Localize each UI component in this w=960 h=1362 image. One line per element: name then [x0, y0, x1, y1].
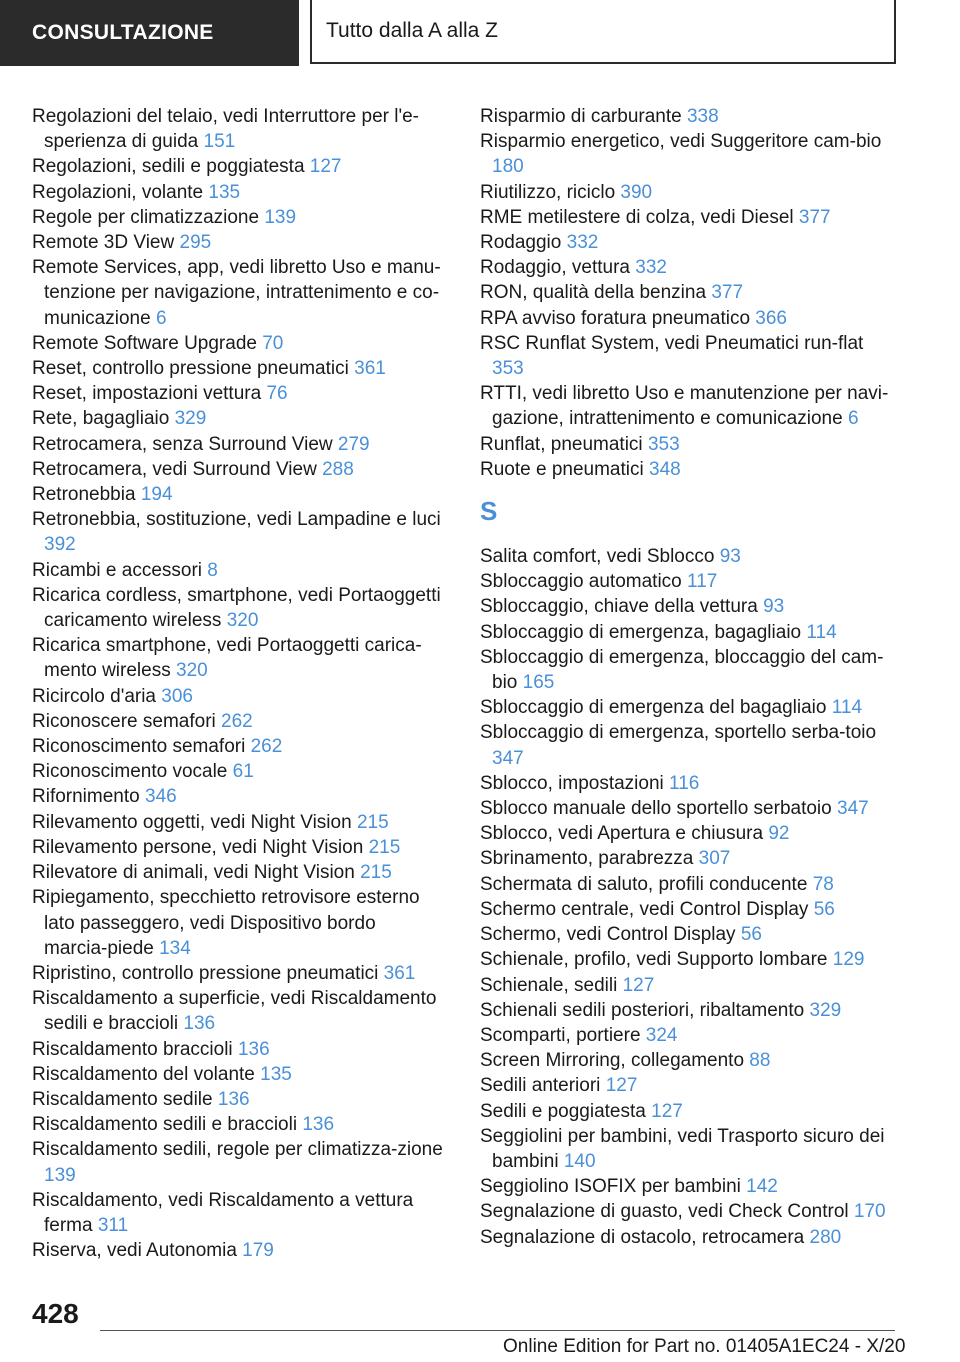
entry-term: Sblocco, vedi Apertura e chiusura [480, 823, 764, 845]
page-reference-link[interactable]: 165 [522, 672, 555, 694]
entry-term: Rilevatore di animali, vedi Night Vision [32, 862, 355, 884]
entry-term: Riserva, vedi Autonomia [32, 1240, 237, 1262]
index-entry [32, 331, 444, 356]
page-reference-link[interactable]: 88 [749, 1050, 771, 1072]
index-entry [32, 1087, 444, 1112]
index-group-r [480, 104, 900, 482]
index-entry [480, 381, 900, 431]
entry-term: RON, qualità della benzina [480, 282, 707, 304]
index-entry [32, 1137, 444, 1187]
index-entry [480, 205, 900, 230]
page-reference-link[interactable]: 56 [740, 924, 762, 946]
index-entry [480, 1199, 900, 1224]
entry-term: Remote Software Upgrade [32, 332, 257, 354]
entry-term: Segnalazione di guasto, vedi Check Control [480, 1201, 849, 1223]
page-reference-link[interactable]: 61 [232, 761, 254, 783]
page-reference-link[interactable]: 262 [221, 710, 253, 732]
index-column-right [480, 104, 900, 1250]
index-entry [480, 129, 900, 179]
index-entry [32, 810, 444, 835]
page-reference-link[interactable]: 127 [309, 156, 342, 178]
index-column-left [32, 104, 444, 1263]
page-reference-link[interactable]: 346 [145, 786, 177, 808]
index-entry [480, 255, 900, 280]
page-reference-link[interactable]: 6 [155, 307, 167, 329]
entry-term: Seggiolino ISOFIX per bambini [480, 1176, 741, 1198]
index-entry [480, 645, 900, 695]
page-reference-link[interactable]: 329 [809, 999, 842, 1021]
page-reference-link[interactable]: 320 [226, 610, 259, 632]
index-entry [480, 457, 900, 482]
entry-term: Reset, controllo pressione pneumatici [32, 358, 349, 380]
entry-term: Schermo centrale, vedi Control Display [480, 898, 809, 920]
index-entry [480, 180, 900, 205]
index-entry [480, 331, 900, 381]
page-reference-link[interactable]: 353 [492, 358, 524, 380]
page-reference-link[interactable]: 70 [262, 332, 284, 354]
entry-term: Retrocamera, vedi Surround View [32, 458, 317, 480]
page-reference-link[interactable]: 92 [768, 823, 790, 845]
index-entry [32, 356, 444, 381]
page-reference-link[interactable]: 353 [647, 433, 680, 455]
page-reference-link[interactable]: 127 [605, 1075, 638, 1097]
index-group-s [480, 544, 900, 1250]
index-entry [32, 1112, 444, 1137]
index-entry [480, 1048, 900, 1073]
entry-term: Ricarica cordless, smartphone, vedi Portaoggetti caricamento wireless [32, 584, 441, 632]
index-entry [480, 432, 900, 457]
entry-term: Sblocco manuale dello sportello serbatoio [480, 798, 832, 820]
page-reference-link[interactable]: 135 [260, 1063, 292, 1085]
entry-term: Salita comfort, vedi Sblocco [480, 546, 715, 568]
entry-term: Screen Mirroring, collegamento [480, 1050, 745, 1072]
page-reference-link[interactable]: 215 [356, 811, 389, 833]
page-reference-link[interactable]: 140 [563, 1150, 596, 1172]
index-entry [32, 104, 444, 154]
entry-term: Rodaggio [480, 232, 562, 254]
page-reference-link[interactable]: 56 [813, 898, 835, 920]
page-reference-link[interactable]: 280 [809, 1226, 842, 1248]
index-entry [32, 835, 444, 860]
page-reference-link[interactable]: 377 [798, 206, 831, 228]
page-reference-link[interactable]: 114 [806, 621, 837, 643]
entry-term: RPA avviso foratura pneumatico [480, 307, 751, 329]
entry-term: Sbloccaggio, chiave della vettura [480, 596, 758, 618]
index-entry [32, 432, 444, 457]
page-reference-link[interactable]: 361 [354, 358, 386, 380]
edition-note: Online Edition for Part no. 01405A1EC24 - X/20 [503, 1336, 906, 1357]
page-reference-link[interactable]: 311 [97, 1214, 129, 1236]
page-reference-link[interactable]: 135 [208, 181, 241, 203]
entry-term: Rilevamento oggetti, vedi Night Vision [32, 811, 352, 833]
entry-term: Regolazioni del telaio, vedi Interruttore per l'e-sperienza di guida [32, 106, 420, 153]
page-reference-link[interactable]: 366 [755, 307, 787, 329]
entry-term: Retrocamera, senza Surround View [32, 433, 333, 455]
page-header [0, 0, 960, 66]
page-reference-link[interactable]: 347 [837, 798, 869, 820]
index-entry [480, 280, 900, 305]
page-reference-link[interactable]: 347 [492, 747, 524, 769]
page-reference-link[interactable]: 306 [161, 685, 193, 707]
entry-term: Riscaldamento, vedi Riscaldamento a vettura ferma [32, 1189, 414, 1236]
entry-term: Retronebbia, sostituzione, vedi Lampadine e luci [32, 509, 441, 531]
index-entry [480, 821, 900, 846]
entry-term: Regole per climatizzazione [32, 206, 260, 228]
page-reference-link[interactable]: 307 [698, 848, 731, 870]
page-reference-link[interactable]: 279 [337, 433, 370, 455]
entry-term: Schienale, profilo, vedi Supporto lombare [480, 949, 828, 971]
index-entry [480, 720, 900, 770]
index-entry [32, 583, 444, 633]
index-entry [32, 406, 444, 431]
page-reference-link[interactable]: 76 [266, 383, 288, 405]
entry-term: Riscaldamento sedili e braccioli [32, 1114, 298, 1136]
page-reference-link[interactable]: 179 [242, 1240, 274, 1262]
index-entry [32, 1037, 444, 1062]
index-entry [480, 620, 900, 645]
page-reference-link[interactable]: 348 [649, 458, 681, 480]
entry-term: Sbloccaggio di emergenza del bagagliaio [480, 697, 827, 719]
index-entry [32, 1188, 444, 1238]
index-entry [480, 594, 900, 619]
page-reference-link[interactable]: 377 [711, 282, 744, 304]
page-reference-link[interactable]: 329 [174, 408, 207, 430]
page-reference-link[interactable]: 93 [719, 546, 741, 568]
page-reference-link[interactable]: 142 [746, 1176, 778, 1198]
index-entry [32, 1238, 444, 1263]
index-entry [32, 205, 444, 230]
index-entry [32, 507, 444, 557]
entry-term: Rilevamento persone, vedi Night Vision [32, 836, 364, 858]
page-reference-link[interactable]: 139 [44, 1164, 76, 1186]
index-entry [32, 734, 444, 759]
entry-term: Riscaldamento sedile [32, 1088, 213, 1110]
entry-term: Ripiegamento, specchietto retrovisore esterno lato passeggero, vedi Dispositivo bordo marcia-piede [32, 887, 420, 959]
index-entry [480, 544, 900, 569]
page-reference-link[interactable]: 392 [44, 534, 76, 556]
entry-term: Riscaldamento del volante [32, 1063, 255, 1085]
entry-term: Schienale, sedili [480, 974, 618, 996]
entry-term: Sbloccaggio automatico [480, 571, 682, 593]
page-reference-link[interactable]: 151 [203, 131, 236, 153]
index-entry [480, 695, 900, 720]
page-reference-link[interactable]: 8 [207, 559, 218, 581]
index-entry [480, 306, 900, 331]
entry-term: Segnalazione di ostacolo, retrocamera [480, 1226, 805, 1248]
index-entry [480, 1124, 900, 1174]
entry-term: Ruote e pneumatici [480, 458, 644, 480]
entry-term: Rodaggio, vettura [480, 257, 630, 279]
index-entry [32, 381, 444, 406]
index-entry [32, 684, 444, 709]
page-reference-link[interactable]: 134 [159, 937, 191, 959]
page-reference-link[interactable]: 136 [237, 1038, 270, 1060]
page-reference-link[interactable]: 332 [566, 232, 599, 254]
index-entry [32, 759, 444, 784]
page-reference-link[interactable]: 117 [687, 571, 718, 593]
page-reference-link[interactable]: 288 [322, 458, 354, 480]
entry-term: Remote 3D View [32, 232, 175, 254]
section-letter: S [480, 496, 498, 527]
entry-term: Sblocco, impostazioni [480, 772, 664, 794]
index-entry [480, 897, 900, 922]
entry-term: Risparmio di carburante [480, 106, 682, 127]
page-reference-link[interactable]: 262 [250, 736, 283, 758]
index-entry [480, 771, 900, 796]
index-entry [480, 796, 900, 821]
page-reference-link[interactable]: 324 [645, 1024, 678, 1046]
index-entry [32, 558, 444, 583]
entry-term: Ricambi e accessori [32, 559, 202, 581]
page-reference-link[interactable]: 390 [620, 181, 653, 203]
index-entry [480, 1023, 900, 1048]
page-reference-link[interactable]: 127 [651, 1100, 683, 1122]
entry-term: Sedili anteriori [480, 1075, 601, 1097]
index-entry [480, 973, 900, 998]
entry-term: Runflat, pneumatici [480, 433, 643, 455]
page-number: 428 [32, 1298, 79, 1329]
entry-term: Scomparti, portiere [480, 1024, 641, 1046]
page-reference-link[interactable]: 215 [360, 862, 392, 884]
entry-term: Riscaldamento a superficie, vedi Riscaldamento sedili e braccioli [32, 988, 437, 1035]
index-entry [32, 180, 444, 205]
page-reference-link[interactable]: 116 [669, 772, 700, 794]
section-tab: CONSULTAZIONE [0, 0, 299, 66]
index-entry [32, 885, 444, 961]
page-reference-link[interactable]: 320 [176, 660, 208, 682]
entry-term: RME metilestere di colza, vedi Diesel [480, 206, 794, 228]
index-entry [480, 569, 900, 594]
page-reference-link[interactable]: 194 [140, 484, 173, 506]
entry-term: Schermo, vedi Control Display [480, 924, 736, 946]
page-reference-link[interactable]: 114 [831, 697, 863, 719]
entry-term: Riscaldamento sedili, regole per climatizza-zione [32, 1139, 443, 1161]
page-reference-link[interactable]: 136 [302, 1114, 335, 1136]
index-entry [480, 1099, 900, 1124]
index-entry [480, 846, 900, 871]
index-entry [32, 860, 444, 885]
index-entry [480, 998, 900, 1023]
entry-term: Retronebbia [32, 484, 136, 506]
entry-term: Ripristino, controllo pressione pneumatici [32, 962, 379, 984]
entry-term: Riconoscere semafori [32, 710, 216, 732]
index-entry [480, 1073, 900, 1098]
page-reference-link[interactable]: 338 [686, 106, 719, 127]
page-reference-link[interactable]: 332 [635, 257, 667, 279]
index-entry [32, 230, 444, 255]
index-entry [32, 255, 444, 331]
entry-term: Regolazioni, volante [32, 181, 204, 203]
entry-term: Sedili e poggiatesta [480, 1100, 646, 1122]
page-reference-link[interactable]: 295 [179, 232, 212, 254]
index-entry [32, 482, 444, 507]
entry-term: Schermata di saluto, profili conducente [480, 873, 808, 895]
entry-term: Sbrinamento, parabrezza [480, 848, 694, 870]
page-reference-link[interactable]: 180 [492, 156, 524, 178]
index-entry [32, 154, 444, 179]
index-entry [32, 633, 444, 683]
page-reference-link[interactable]: 127 [622, 974, 655, 996]
index-entry [32, 1062, 444, 1087]
page-reference-link[interactable]: 136 [217, 1088, 250, 1110]
page-reference-link[interactable]: 139 [264, 206, 297, 228]
entry-term: Seggiolini per bambini, vedi Trasporto sicuro dei bambini [480, 1125, 885, 1172]
page-reference-link[interactable]: 215 [368, 836, 401, 858]
entry-term: Riscaldamento braccioli [32, 1038, 233, 1060]
index-entry [480, 104, 900, 129]
entry-term: Rete, bagagliaio [32, 408, 170, 430]
entry-term: Rifornimento [32, 786, 140, 808]
index-entry [480, 1174, 900, 1199]
index-entry [480, 872, 900, 897]
index-entry [480, 1225, 900, 1250]
page-reference-link[interactable]: 6 [847, 408, 859, 430]
entry-term: Schienali sedili posteriori, ribaltamento [480, 999, 805, 1021]
entry-term: Remote Services, app, vedi libretto Uso e manu-tenzione per navigazione, intrattenimento e co-municazione [32, 257, 441, 329]
entry-term: Regolazioni, sedili e poggiatesta [32, 156, 305, 178]
entry-term: Riutilizzo, riciclo [480, 181, 616, 203]
entry-term: Risparmio energetico, vedi Suggeritore cam-bio [480, 131, 882, 153]
entry-term: Sbloccaggio di emergenza, bagagliaio [480, 621, 802, 643]
entry-term: Reset, impostazioni vettura [32, 383, 262, 405]
index-entry [32, 986, 444, 1036]
index-entry [32, 784, 444, 809]
index-entry [32, 961, 444, 986]
entry-term: Ricarica smartphone, vedi Portaoggetti carica-mento wireless [32, 635, 422, 682]
page-reference-link[interactable]: 170 [853, 1201, 886, 1223]
entry-term: Riconoscimento vocale [32, 761, 228, 783]
page-reference-link[interactable]: 136 [183, 1013, 216, 1035]
page-reference-link[interactable]: 129 [832, 949, 865, 971]
entry-term: Sbloccaggio di emergenza, sportello serba-toio [480, 722, 877, 744]
footer-divider [100, 1330, 895, 1331]
page-reference-link[interactable]: 361 [383, 962, 416, 984]
page-reference-link[interactable]: 93 [763, 596, 785, 618]
topic-tab: Tutto dalla A alla Z [312, 0, 896, 64]
entry-term: RTTI, vedi libretto Uso e manutenzione per navi-gazione, intrattenimento e comunicazione [480, 383, 889, 430]
index-entry [480, 922, 900, 947]
entry-term: Sbloccaggio di emergenza, bloccaggio del cam-bio [480, 646, 884, 694]
index-entry [480, 947, 900, 972]
page-reference-link[interactable]: 78 [812, 873, 834, 895]
index-entry [480, 230, 900, 255]
entry-term: Riconoscimento semafori [32, 736, 246, 758]
index-entry [32, 457, 444, 482]
index-entry [32, 709, 444, 734]
entry-term: RSC Runflat System, vedi Pneumatici run-flat [480, 332, 864, 354]
entry-term: Ricircolo d'aria [32, 685, 157, 707]
